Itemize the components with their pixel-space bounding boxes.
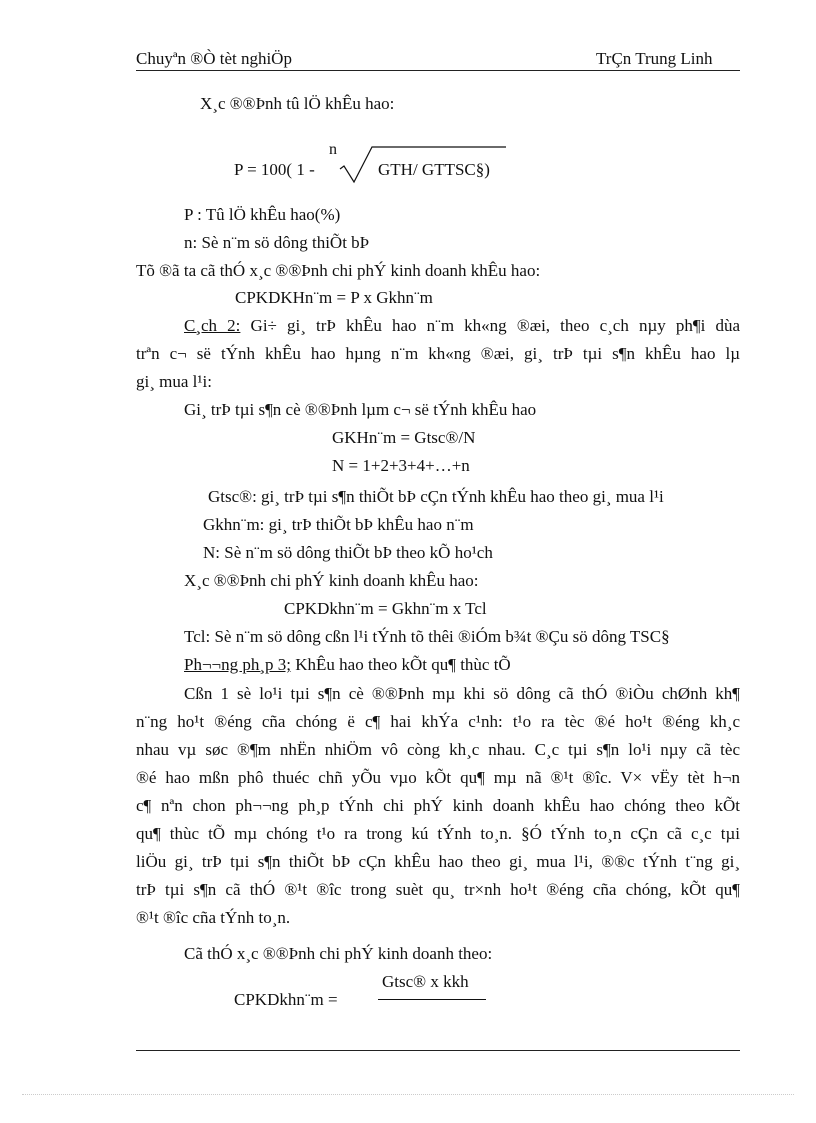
- line-19: [184, 655, 511, 675]
- paragraph-line-8: trÞ tµi s¶n cã thÓ ®¹t ®îc trong suèt qu¸ tr×nh ho¹t ®éng cña chóng, kÕt qu¶: [136, 880, 740, 899]
- paragraph-line-9: ®¹t ®îc cña tÝnh to¸n.: [136, 908, 291, 927]
- line-12: N = 1+2+3+4+…+n: [332, 456, 470, 475]
- line-4: n: Sè n¨m sö dông thiÕt bÞ: [184, 233, 370, 252]
- page-break-line: [22, 1094, 794, 1095]
- method-3-label: Ph¬¬ng ph¸p 3;: [184, 655, 292, 674]
- line-13: Gtsc®: gi¸ trÞ tµi s¶n thiÕt bÞ cÇn tÝnh khÊu hao theo gi¸ mua l¹i: [208, 487, 664, 506]
- line-8: trªn c¬ së tÝnh khÊu hao hµng n¨m kh«ng ®æi, gi¸ trÞ tµi s¶n khÊu hao lµ: [136, 344, 740, 363]
- line-11: GKHn¨m = Gtsc®/N: [332, 428, 476, 447]
- line-19-rest: KhÊu hao theo kÕt qu¶ thùc tÕ: [291, 655, 511, 674]
- line-15: N: Sè n¨m sö dông thiÕt bÞ theo kÕ ho¹ch: [203, 543, 493, 562]
- line-9: gi¸ mua l¹i:: [136, 372, 212, 391]
- fraction-lhs: CPKDkhn¨m =: [234, 990, 338, 1009]
- line-14: Gkhn¨m: gi¸ trÞ thiÕt bÞ khÊu hao n¨m: [203, 515, 474, 534]
- line-5: Tõ ®ã ta cã thÓ x¸c ®®Þnh chi phÝ kinh doanh khÊu hao:: [136, 261, 541, 280]
- line-17: CPKDkhn¨m = Gkhn¨m x Tcl: [284, 599, 487, 618]
- line-1: X¸c ®®Þnh tû lÖ khÊu hao:: [200, 94, 395, 113]
- paragraph-line-4: ®é hao mßn phô thuéc chñ yÕu vµo kÕt qu¶ mµ nã ®¹t ®îc. V× vËy tèt h¬n: [136, 768, 740, 787]
- paragraph-line-5: c¶ nªn chon ph¬¬ng ph¸p tÝnh chi phÝ kinh doanh khÊu hao chóng theo kÕt: [136, 796, 740, 815]
- line-7: [184, 316, 740, 336]
- line-16: X¸c ®®Þnh chi phÝ kinh doanh khÊu hao:: [184, 571, 479, 590]
- fraction-numerator: Gtsc® x kkh: [382, 972, 469, 991]
- paragraph-line-1: Cßn 1 sè lo¹i tµi s¶n cè ®®Þnh mµ khi sö dông cã thÓ ®iÒu chØnh kh¶: [184, 684, 740, 703]
- line-10: Gi¸ trÞ tµi s¶n cè ®®Þnh lµm c¬ së tÝnh khÊu hao: [184, 400, 537, 419]
- header-rule: [136, 70, 740, 71]
- line-20: Cã thÓ x¸c ®®Þnh chi phÝ kinh doanh theo:: [184, 944, 493, 963]
- footer-rule: [136, 1050, 740, 1051]
- formula-radicand: GTH/ GTTSC§): [378, 160, 490, 179]
- paragraph-line-7: liÖu gi¸ trÞ tµi s¶n thiÕt bÞ cÇn khÊu hao theo gi¸ mua l¹i, ®®c tÝnh t¨ng gi¸: [136, 852, 740, 871]
- line-18: Tcl: Sè n¨m sö dông cßn l¹i tÝnh tõ thêi ®iÓm b¾t ®Çu sö dông TSC§: [184, 627, 670, 646]
- line-7-rest: Gi÷ gi¸ trÞ khÊu hao n¨m kh«ng ®æi, theo c¸ch nµy ph¶i dùa: [240, 316, 740, 335]
- header-left: Chuyªn ®Ò tèt nghiÖp: [136, 49, 292, 68]
- paragraph-line-3: nhau vµ søc ®¶m nhËn nhiÖm vô còng kh¸c nhau. C¸c tµi s¶n lo¹i nµy cã tèc: [136, 740, 740, 759]
- formula-lhs: P = 100( 1 -: [234, 160, 315, 179]
- header-right: TrÇn Trung Linh: [596, 49, 713, 68]
- radical-index: n: [329, 141, 337, 158]
- paragraph-line-6: qu¶ thùc tÕ mµ chóng t¹o ra trong kú tÝnh to¸n. §Ó tÝnh to¸n cÇn cã c¸c tµi: [136, 824, 740, 843]
- fraction-bar: [378, 999, 486, 1000]
- line-3: P : Tû lÖ khÊu hao(%): [184, 205, 341, 224]
- line-6: CPKDKHn¨m = P x Gkhn¨m: [235, 288, 433, 307]
- method-2-label: C¸ch 2:: [184, 316, 241, 335]
- paragraph-line-2: n¨ng ho¹t ®éng cña chóng ë c¶ hai khÝa c¹nh: t¹o ra tèc ®é ho¹t ®éng kh¸c: [136, 712, 740, 731]
